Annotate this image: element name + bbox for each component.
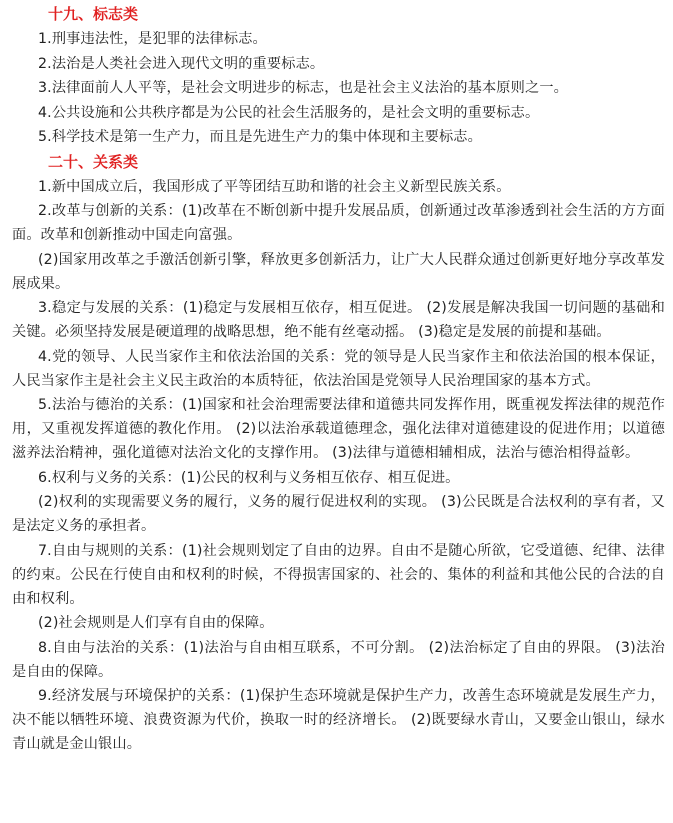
paragraph: (2)社会规则是人们享有自由的保障。 [38, 615, 274, 631]
paragraph: 2.法治是人类社会进入现代文明的重要标志。 [38, 55, 325, 72]
paragraph: 5.科学技术是第一生产力，而且是先进生产力的集中体现和主要标志。 [38, 129, 482, 145]
paragraph: 5.法治与德治的关系：(1)国家和社会治理需要法律和道德共同发挥作用，既重视发挥法律的规范作用，又重视发挥道德的教化作用。 (2)以法治承载道德理念，强化法律对道德建设的促进作用；以道德滋养法治精神，强化道德对法治文化的支撑作用。 (3)法律与道德相辅相成，法治与德治相得益彰。 [12, 397, 665, 461]
section-heading: 十九、标志类 [48, 5, 139, 23]
paragraph: 1.新中国成立后，我国形成了平等团结互助和谐的社会主义新型民族关系。 [38, 178, 511, 195]
paragraph: 6.权利与义务的关系：(1)公民的权利与义务相互依存、相互促进。 [38, 469, 460, 486]
paragraph: 3.法律面前人人平等，是社会文明进步的标志，也是社会主义法治的基本原则之一。 [38, 80, 568, 96]
paragraph: 9.经济发展与环境保护的关系：(1)保护生态环境就是保护生产力，改善生态环境就是发展生产力，决不能以牺牲环境、浪费资源为代价，换取一时的经济增长。 (2)既要绿水青山，又要金山银山，绿水青山就是金山银山。 [12, 688, 665, 752]
paragraph: 7.自由与规则的关系：(1)社会规则划定了自由的边界。自由不是随心所欲，它受道德、纪律、法律的约束。公民在行使自由和权利的时候，不得损害国家的、社会的、集体的利益和其他公民的合法的自由和权利。 [12, 542, 665, 607]
paragraph: 8.自由与法治的关系：(1)法治与自由相互联系，不可分割。 (2)法治标定了自由的界限。 (3)法治是自由的保障。 [12, 639, 665, 680]
paragraph: 1.刑事违法性，是犯罪的法律标志。 [38, 31, 267, 47]
section-heading: 二十、关系类 [48, 152, 139, 171]
paragraph: 4.公共设施和公共秩序都是为公民的社会生活服务的，是社会文明的重要标志。 [38, 104, 540, 121]
paragraph: (2)国家用改革之手激活创新引擎，释放更多创新活力，让广大人民群众通过创新更好地分享改革发展成果。 [12, 251, 665, 292]
paragraph: 3.稳定与发展的关系：(1)稳定与发展相互依存，相互促进。 (2)发展是解决我国一切问题的基础和关键。必须坚持发展是硬道理的战略思想，绝不能有丝毫动摇。 (3)稳定是发展的前提和基础。 [12, 300, 665, 340]
section-symbols [12, 2, 665, 149]
paragraph: 2.改革与创新的关系：(1)改革在不断创新中提升发展品质，创新通过改革渗透到社会生活的方方面面。改革和创新推动中国走向富强。 [12, 203, 665, 243]
paragraph: 4.党的领导、人民当家作主和依法治国的关系：党的领导是人民当家作主和依法治国的根本保证，人民当家作主是社会主义民主政治的本质特征，依法治国是党领导人民治理国家的基本方式。 [12, 348, 665, 389]
paragraph: (2)权利的实现需要义务的履行，义务的履行促进权利的实现。 (3)公民既是合法权利的享有者，又是法定义务的承担者。 [12, 494, 665, 534]
section-relations [12, 150, 665, 757]
